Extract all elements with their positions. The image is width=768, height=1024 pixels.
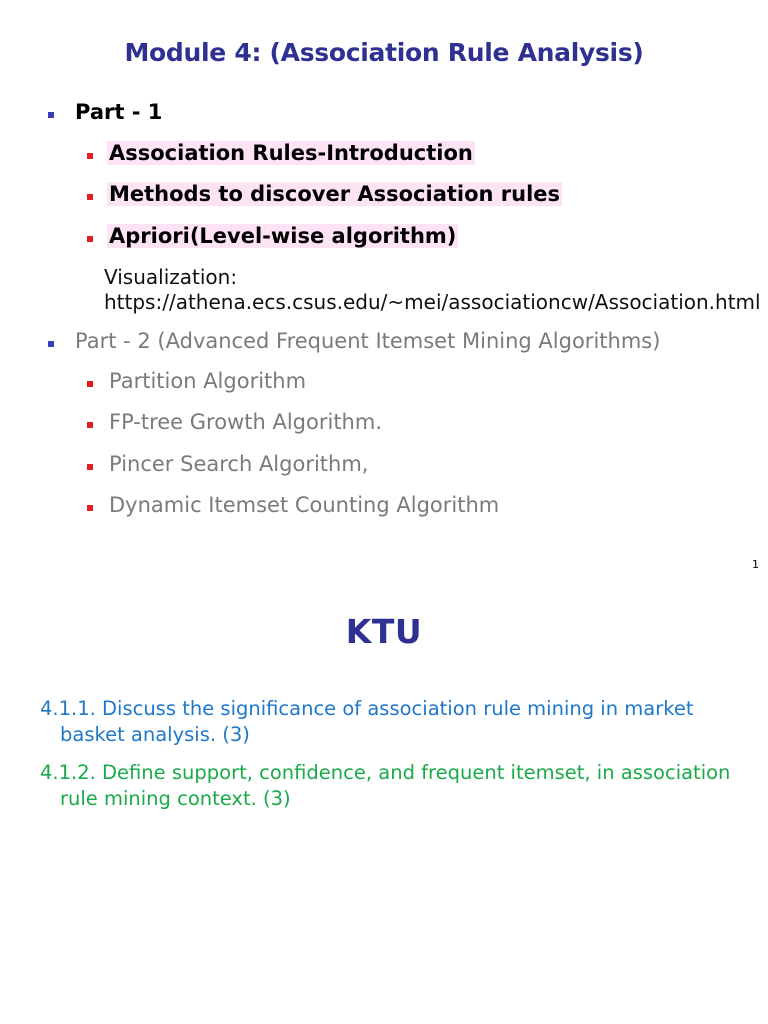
part2-item-pincer: Pincer Search Algorithm, bbox=[109, 452, 369, 476]
bullet-square-icon bbox=[87, 194, 93, 200]
bullet-square-icon bbox=[87, 464, 93, 470]
question-4-1-2 bbox=[40, 760, 740, 812]
visualization-label: Visualization: bbox=[104, 265, 238, 289]
bullet-square-icon bbox=[87, 236, 93, 242]
part1-item-methods: Methods to discover Association rules bbox=[109, 182, 561, 206]
part2-item-dic: Dynamic Itemset Counting Algorithm bbox=[109, 493, 500, 517]
bullet-square-icon bbox=[87, 422, 93, 428]
slide-title: Module 4: (Association Rule Analysis) bbox=[124, 38, 644, 67]
question-line: basket analysis. (3) bbox=[60, 723, 250, 746]
part2-item-partition: Partition Algorithm bbox=[109, 369, 307, 393]
bullet-square-icon bbox=[87, 505, 93, 511]
question-line: 4.1.1. Discuss the significance of association rule mining in market bbox=[40, 697, 694, 720]
part2-item-fptree: FP-tree Growth Algorithm. bbox=[109, 410, 382, 434]
bullet-square-icon bbox=[48, 341, 54, 347]
bullet-square-icon bbox=[87, 153, 93, 159]
part1-heading: Part - 1 bbox=[75, 100, 163, 124]
bullet-square-icon bbox=[87, 381, 93, 387]
visualization-link[interactable]: https://athena.ecs.csus.edu/~mei/associationcw/Association.html bbox=[104, 290, 761, 314]
question-4-1-1 bbox=[40, 696, 740, 748]
question-line: rule mining context. (3) bbox=[60, 787, 291, 810]
question-line: 4.1.2. Define support, confidence, and frequent itemset, in association bbox=[40, 761, 731, 784]
part2-heading: Part - 2 (Advanced Frequent Itemset Mining Algorithms) bbox=[75, 329, 661, 353]
bullet-square-icon bbox=[48, 112, 54, 118]
part1-item-apriori: Apriori(Level-wise algorithm) bbox=[109, 224, 457, 248]
slide2-title: KTU bbox=[345, 612, 423, 651]
page-number: 1 bbox=[752, 558, 759, 571]
part1-item-intro: Association Rules-Introduction bbox=[109, 141, 473, 165]
